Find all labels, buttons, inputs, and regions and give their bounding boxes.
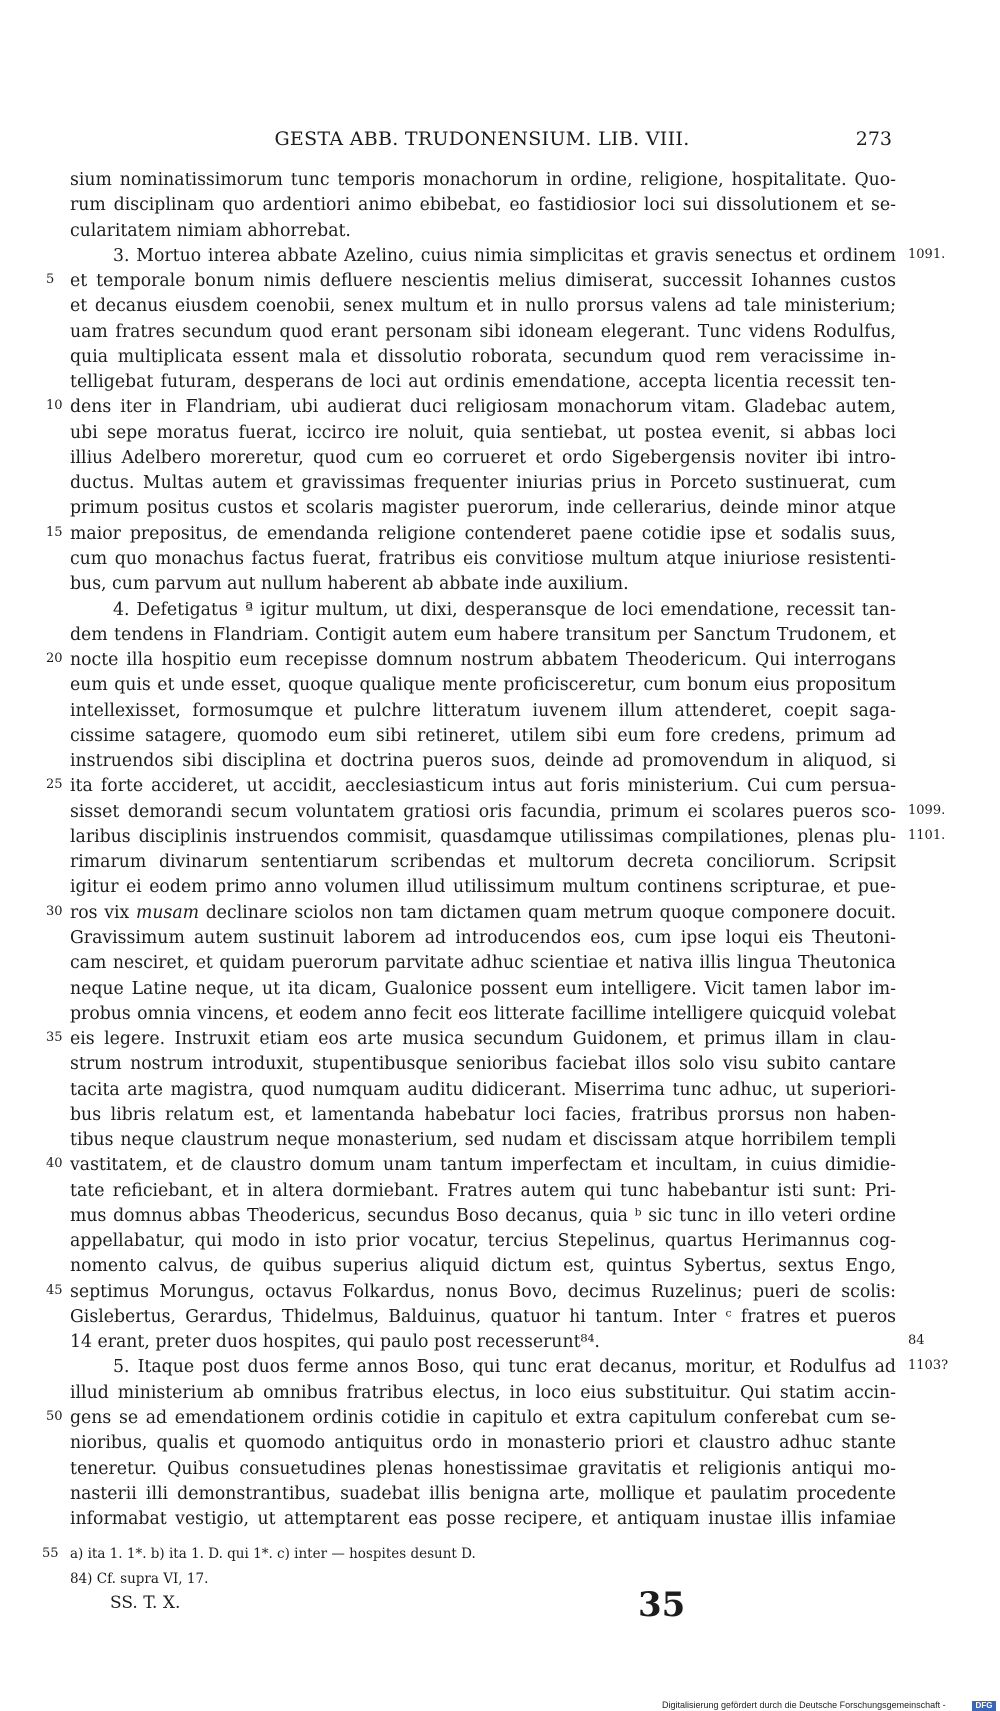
line-text: telligebat futuram, desperans de loci aut ordinis emendatione, accepta licentia recessit ten- [70,372,896,393]
text-line [0,1153,1000,1178]
margin-date: 1103? [908,1358,949,1374]
margin-date: 1101. [908,827,946,843]
text-line [0,1507,1000,1532]
line-text: rimarum divinarum sententiarum scribendas et multorum decreta conciliorum. Scripsit [70,852,896,873]
line-text: ita forte accideret, ut accidit, aecclesiasticum intus aut foris ministerium. Cui cum persua- [70,776,896,797]
text-line [0,1406,1000,1431]
text-line [0,673,1000,698]
line-number: 45 [46,1282,63,1298]
text-line [0,1229,1000,1254]
text-line [0,875,1000,900]
margin-date: 1091. [908,246,946,262]
text-line [0,1027,1000,1052]
line-text: Gislebertus, Gerardus, Thidelmus, Balduinus, quatuor hi tantum. Inter ᶜ fratres et pueros [70,1306,896,1327]
line-text: instruendos sibi disciplina et doctrina pueros suos, deinde ad promovendum in aliquod, si [70,751,896,772]
credit-text: Digitalisierung gefördert durch die Deutsche Forschungsgemeinschaft - [662,1700,946,1710]
text-line [0,850,1000,875]
line-number: 50 [46,1409,63,1425]
text-line [0,648,1000,673]
line-text: bus, cum parvum aut nullum haberent ab abbate inde auxilium. [70,574,629,595]
text-line [0,522,1000,547]
text-line [0,193,1000,218]
line-text: cularitatem nimiam abhorrebat. [70,220,351,241]
text-line [0,1204,1000,1229]
line-text: tibus neque claustrum neque monasterium, sed nudam et discissam atque horribilem templi [70,1130,896,1151]
text-line [0,1002,1000,1027]
text-line [0,977,1000,1002]
text-line [0,547,1000,572]
line-text: ductus. Multas autem et gravissimas frequenter iniurias prius in Porceto sustinuerat, cum [70,473,896,494]
line-text: strum nostrum introduxit, stupentibusque senioribus faciebat illos solo visu subito cantare [70,1054,896,1075]
line-text: cissime satagere, quomodo eum sibi retineret, utilem sibi eum fore credens, primum ad [70,725,896,746]
line-text: igitur ei eodem primo anno volumen illud utilissimum multum continens scripturae, et pue- [70,877,896,898]
footnote-84-text: 84) Cf. supra VI, 17. [70,1571,209,1587]
text-line [0,1128,1000,1153]
line-text: nomento calvus, de quibus superius aliquid dictum est, quintus Sybertus, sextus Engo, [70,1256,896,1277]
margin-date: 84 [908,1333,925,1349]
line-text: bus libris relatum est, et lamentanda habebatur loci facies, fratribus prorsus non haben- [70,1104,896,1125]
text-line [0,951,1000,976]
text-line [0,320,1000,345]
text-line [0,800,1000,825]
line-text: maior prepositus, de emendanda religione contenderet paene cotidie ipse et sodalis suus, [70,523,896,544]
text-line [0,446,1000,471]
line-text: septimus Morungus, octavus Folkardus, nonus Bovo, decimus Ruzelinus; pueri de scolis: [70,1281,896,1302]
line-text: tate reficiebant, et in altera dormiebant. Fratres autem qui tunc habebantur isti sunt: Pri- [70,1180,896,1201]
text-line [0,1052,1000,1077]
text-line [0,395,1000,420]
line-number: 20 [46,651,63,667]
text-line [0,1103,1000,1128]
text-line [0,421,1000,446]
line-text: ubi sepe moratus fuerat, iccirco ire noluit, quia sentiebat, ut postea evenit, si abbas loci [70,422,896,443]
text-line [0,1330,1000,1355]
line-text: illius Adelbero moreretur, quod cum eo corrueret et ordo Sigebergensis noviter ibi intro- [70,447,896,468]
line-number: 30 [46,903,63,919]
line-text: et decanus eiusdem coenobii, senex multum et in nullo prorsus valens ad tale ministerium; [70,296,896,317]
text-line [0,724,1000,749]
text-line [0,370,1000,395]
line-text: dem tendens in Flandriam. Contigit autem eum habere transitum per Sanctum Trudonem, et [70,624,896,645]
line-text: 3. Mortuo interea abbate Azelino, cuius nimia simplicitas et gravis senectus et ordinem [113,245,896,266]
line-number: 25 [46,777,63,793]
text-line [0,572,1000,597]
digitization-credit [662,1701,1000,1711]
line-text: 4. Defetigatus ª igitur multum, ut dixi, desperansque de loci emendatione, recessit tan- [113,599,896,620]
text-line [0,471,1000,496]
text-line [0,1280,1000,1305]
line-text: illud ministerium ab omnibus fratribus electus, in loco eius substituitur. Qui statim accin- [70,1382,896,1403]
line-text: teneretur. Quibus consuetudines plenas honestissimae gravitatis et religionis antiqui mo- [70,1458,896,1479]
line-text: eum quis et unde esset, quoque qualique mente proficisceretur, cum bonum eius propositum [70,675,896,696]
dfg-logo: DFG [972,1701,996,1711]
line-text: eis legere. Instruxit etiam eos arte musica secundum Guidonem, et primus illam in clau- [70,1029,896,1050]
line-text: nioribus, qualis et quomodo antiquitus ordo in monasterio priori et claustro adhuc stante [70,1433,896,1454]
line-number: 40 [46,1156,63,1172]
text-line [0,749,1000,774]
line-text: et temporale bonum nimis defluere nescientis melius dimiserat, successit Iohannes custos [70,271,896,292]
line-text: sium nominatissimorum tunc temporis monachorum in ordine, religione, hospitalitate. Quo- [70,170,896,190]
line-text: intellexisset, formosumque et pulchre litteratum iuvenem illum attenderet, coepit saga- [70,700,896,721]
text-line [0,1254,1000,1279]
text-line [0,1305,1000,1330]
text-line [0,598,1000,623]
text-line [0,699,1000,724]
line-text: mus domnus abbas Theodericus, secundus Boso decanus, quia ᵇ sic tunc in illo veteri ordine [70,1205,896,1226]
line-text: Gravissimum autem sustinuit laborem ad introducendos eos, cum ipse loqui eis Theutoni- [70,927,896,948]
line-text: 14 erant, preter duos hospites, qui paulo post recesserunt⁸⁴. [70,1332,600,1353]
line-text: nasterii illi demonstrantibus, suadebat illis benigna arte, mollique et paulatim procedente [70,1483,896,1504]
line-text: uam fratres secundum quod erant personam sibi idoneam elegerant. Tunc videns Rodulfus, [70,321,896,342]
text-line [0,244,1000,269]
line-text: informabat vestigio, ut attemptarent eas posse recipere, et antiquam inustae illis infamiae [70,1509,896,1530]
text-line [0,926,1000,951]
text-line [0,1457,1000,1482]
printer-signature: SS. T. X. [110,1593,181,1613]
line-text: ros vix musam declinare sciolos non tam dictamen quam metrum quoque componere docuit. [70,902,897,923]
line-text: sisset demorandi secum voluntatem gratiosi oris facundia, primum ei scolares pueros sco- [70,801,896,822]
text-line [0,901,1000,926]
line-text: 5. Itaque post duos ferme annos Boso, qui tunc erat decanus, moritur, et Rodulfus ad [113,1357,896,1378]
line-number: 15 [46,524,63,540]
text-line [0,168,1000,193]
line-number: 35 [46,1030,63,1046]
page-footer [0,1585,1000,1625]
variant-line-number: 55 [42,1546,59,1561]
line-text: cam nesciret, et quidam puerorum parvitate adhuc scientiae et nativa illis lingua Theutonica [70,953,896,974]
line-text: laribus disciplinis instruendos commisit, quasdamque utilissimas compilationes, plenas plu- [70,826,896,847]
text-line [0,1078,1000,1103]
line-text: quia multiplicata essent mala et dissolutio roborata, secundum quod rem veracissime in- [70,346,896,367]
variant-readings [0,1544,1000,1569]
text-line [0,496,1000,521]
text-line [0,1381,1000,1406]
line-text: dens iter in Flandriam, ubi audierat duci religiosam monachorum vitam. Gladebac autem, [70,397,896,418]
text-line [0,623,1000,648]
text-line [0,1355,1000,1380]
line-text: rum disciplinam quo ardentiori animo ebibebat, eo fastidiosior loci sui dissolutionem et se- [70,195,896,216]
sheet-number: 35 [638,1585,686,1625]
margin-date: 1099. [908,802,946,818]
text-line [0,269,1000,294]
line-text: gens se ad emendationem ordinis cotidie in capitulo et extra capitulum conferebat cum se- [70,1408,896,1429]
text-line [0,774,1000,799]
line-text: neque Latine neque, ut ita dicam, Gualonice possent eum intelligere. Vicit tamen labor im- [70,978,896,999]
line-text: primum positus custos et scolaris magister puerorum, inde cellerarius, deinde minor atque [70,498,896,519]
text-line [0,825,1000,850]
line-number: 10 [46,398,63,414]
text-line [0,219,1000,244]
text-line [0,1482,1000,1507]
text-line [0,1431,1000,1456]
text-line [0,345,1000,370]
running-title: GESTA ABB. TRUDONENSIUM. LIB. VIII. [274,128,690,150]
running-header [68,128,896,154]
main-text [0,168,1000,1532]
line-text: probus omnia vincens, et eodem anno fecit eos litterate facillime intelligere quicquid volebat [70,1003,896,1024]
variant-readings-text: a) ita 1. 1*. b) ita 1. D. qui 1*. c) inter — hospites desunt D. [70,1546,476,1562]
text-line [0,1179,1000,1204]
line-text: tacita arte magistra, quod numquam auditu didicerant. Miserrima tunc adhuc, ut superiori- [70,1079,896,1100]
line-text: nocte illa hospitio eum recepisse domnum nostrum abbatem Theodericum. Qui interrogans [70,650,896,671]
line-text: vastitatem, et de claustro domum unam tantum imperfectam et incultam, in cuius dimidie- [70,1155,896,1176]
line-number: 5 [46,272,55,288]
page-number: 273 [855,128,892,150]
line-text: appellabatur, qui modo in isto prior vocatur, tercius Stepelinus, quartus Herimannus cog- [70,1231,896,1252]
text-line [0,294,1000,319]
line-text: cum quo monachus factus fuerat, fratribus eis convitiose multum atque iniuriose resistenti- [70,548,896,569]
